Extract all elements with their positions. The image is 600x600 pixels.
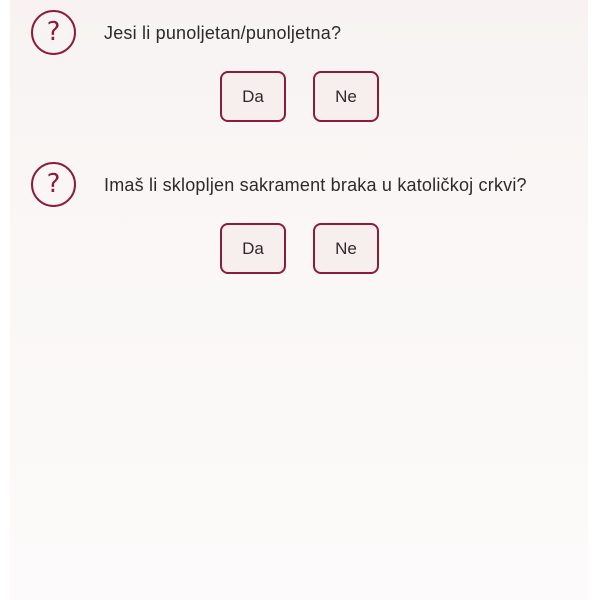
yes-button[interactable]: Da [220,223,286,274]
question-mark-icon: ? [31,10,76,55]
yes-button[interactable]: Da [220,71,286,122]
content-panel [10,0,588,600]
question-text: Imaš li sklopljen sakrament braka u katoličkoj crkvi? [104,175,527,195]
question-text: Jesi li punoljetan/punoljetna? [104,23,342,43]
no-button[interactable]: Ne [313,223,379,274]
no-button[interactable]: Ne [313,71,379,122]
question-mark-icon: ? [31,162,76,207]
